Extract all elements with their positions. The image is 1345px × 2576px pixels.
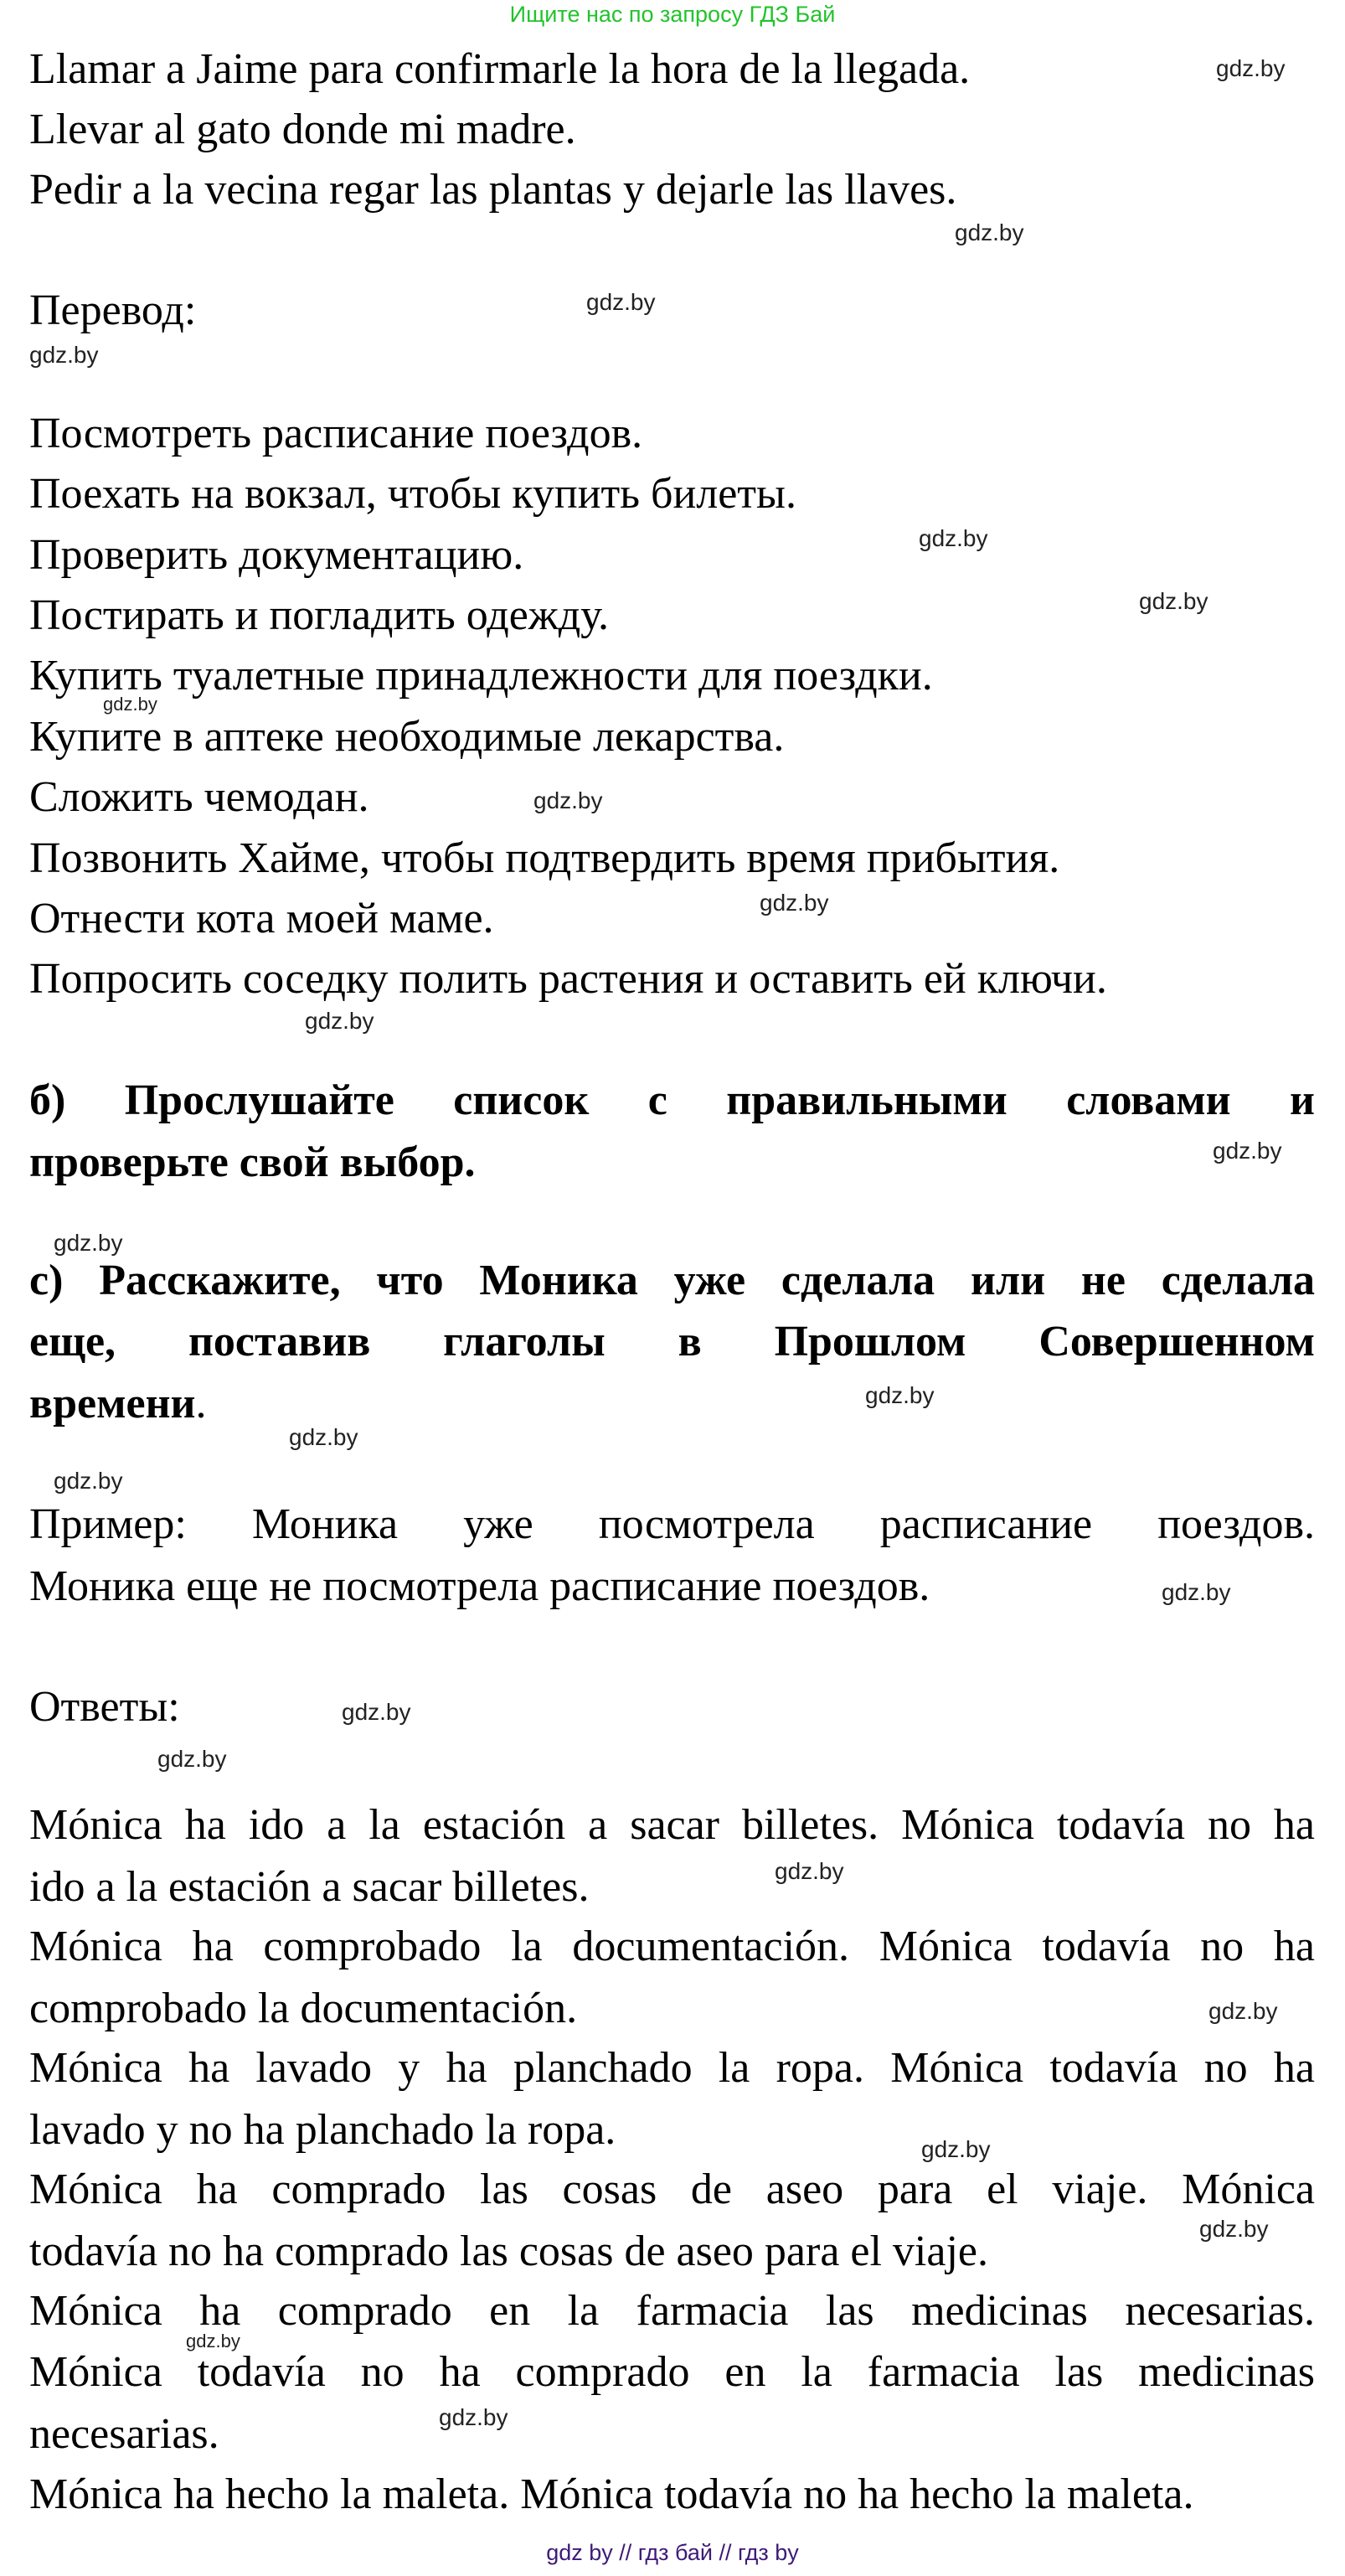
watermark: gdz.by: [1208, 1998, 1278, 2024]
watermark: gdz.by: [921, 2136, 991, 2162]
answer-line: todavía no ha comprado las cosas de aseo para el viaje.: [29, 2228, 988, 2275]
translation-line: Поехать на вокзал, чтобы купить билеты.: [29, 470, 796, 518]
translation-line: Постирать и погладить одежду.: [29, 591, 609, 639]
spanish-line: Pedir a la vecina regar las plantas y dejarle las llaves.: [29, 166, 957, 214]
translation-line: Проверить документацию.: [29, 531, 524, 579]
watermark: gdz.by: [775, 1858, 844, 1884]
translation-line: Отнести кота моей маме.: [29, 895, 494, 942]
task-b-line: проверьте свой выбор.: [29, 1138, 476, 1186]
translation-heading: Перевод:: [29, 287, 197, 334]
watermark: gdz.by: [289, 1424, 358, 1450]
spanish-line: Llevar al gato donde mi madre.: [29, 106, 576, 153]
task-c-text: времени: [29, 1380, 196, 1427]
watermark: gdz.by: [1139, 588, 1208, 614]
spanish-line: Llamar a Jaime para confirmarle la hora de la llegada.: [29, 45, 971, 93]
answer-line: ido a la estación a sacar billetes.: [29, 1863, 590, 1911]
task-c-line: с) Расскажите, что Моника уже сделала или не сделала: [29, 1257, 1315, 1304]
translation-line: Позвонить Хайме, чтобы подтвердить время прибытия.: [29, 834, 1060, 882]
example-line: Моника еще не посмотрела расписание поездов.: [29, 1562, 930, 1610]
task-c-line: еще, поставив глаголы в Прошлом Совершенном: [29, 1318, 1315, 1365]
watermark: gdz.by: [186, 2331, 240, 2351]
watermark: gdz.by: [1213, 1138, 1282, 1164]
answer-line: Mónica ha comprado en la farmacia las medicinas necesarias.: [29, 2287, 1315, 2335]
watermark: gdz.by: [919, 525, 988, 551]
answer-line: Mónica ha ido a la estación a sacar billetes. Mónica todavía no ha: [29, 1801, 1315, 1849]
answer-line: comprobado la documentación.: [29, 1985, 578, 2032]
task-c-period: .: [195, 1380, 207, 1427]
watermark: gdz.by: [586, 289, 656, 315]
watermark: gdz.by: [54, 1230, 123, 1256]
translation-line: Попросить соседку полить растения и оставить ей ключи.: [29, 955, 1107, 1003]
task-c-line: [29, 1378, 207, 1430]
answer-line: Mónica todavía no ha comprado en la farmacia las medicinas: [29, 2348, 1315, 2396]
answer-line: necesarias.: [29, 2410, 219, 2458]
watermark: gdz.by: [305, 1008, 374, 1034]
watermark: gdz.by: [103, 694, 157, 715]
translation-line: Купить туалетные принадлежности для поездки.: [29, 652, 933, 699]
footer-links[interactable]: gdz by // гдз бай // гдз by: [546, 2540, 799, 2565]
watermark: gdz.by: [1216, 55, 1286, 81]
watermark: gdz.by: [157, 1746, 227, 1772]
watermark: gdz.by: [342, 1699, 411, 1725]
watermark: gdz.by: [533, 787, 603, 813]
watermark: gdz.by: [1199, 2216, 1269, 2242]
watermark: gdz.by: [439, 2404, 508, 2430]
example-line: Пример: Моника уже посмотрела расписание поездов.: [29, 1500, 1315, 1548]
translation-line: Купите в аптеке необходимые лекарства.: [29, 713, 785, 761]
answers-heading: Ответы:: [29, 1683, 180, 1731]
answer-line: Mónica ha comprado las cosas de aseo para el viaje. Mónica: [29, 2166, 1315, 2213]
watermark: gdz.by: [1162, 1579, 1231, 1605]
answer-line: lavado y no ha planchado la ropa.: [29, 2106, 616, 2154]
answer-line: Mónica ha lavado y ha planchado la ropa. Mónica todavía no ha: [29, 2044, 1315, 2092]
task-b-line: б) Прослушайте список с правильными словами и: [29, 1076, 1315, 1124]
watermark: gdz.by: [54, 1468, 123, 1494]
translation-line: Сложить чемодан.: [29, 773, 369, 821]
watermark: gdz.by: [29, 342, 99, 368]
watermark: gdz.by: [865, 1382, 935, 1408]
translation-line: Посмотреть расписание поездов.: [29, 410, 643, 457]
answer-line: Mónica ha comprobado la documentación. Mónica todavía no ha: [29, 1923, 1315, 1970]
watermark: gdz.by: [955, 219, 1024, 245]
top-banner[interactable]: Ищите нас по запросу ГДЗ Бай: [509, 2, 836, 27]
answer-line: Mónica ha hecho la maleta. Mónica todavía no ha hecho la maleta.: [29, 2470, 1194, 2518]
watermark: gdz.by: [760, 890, 829, 916]
